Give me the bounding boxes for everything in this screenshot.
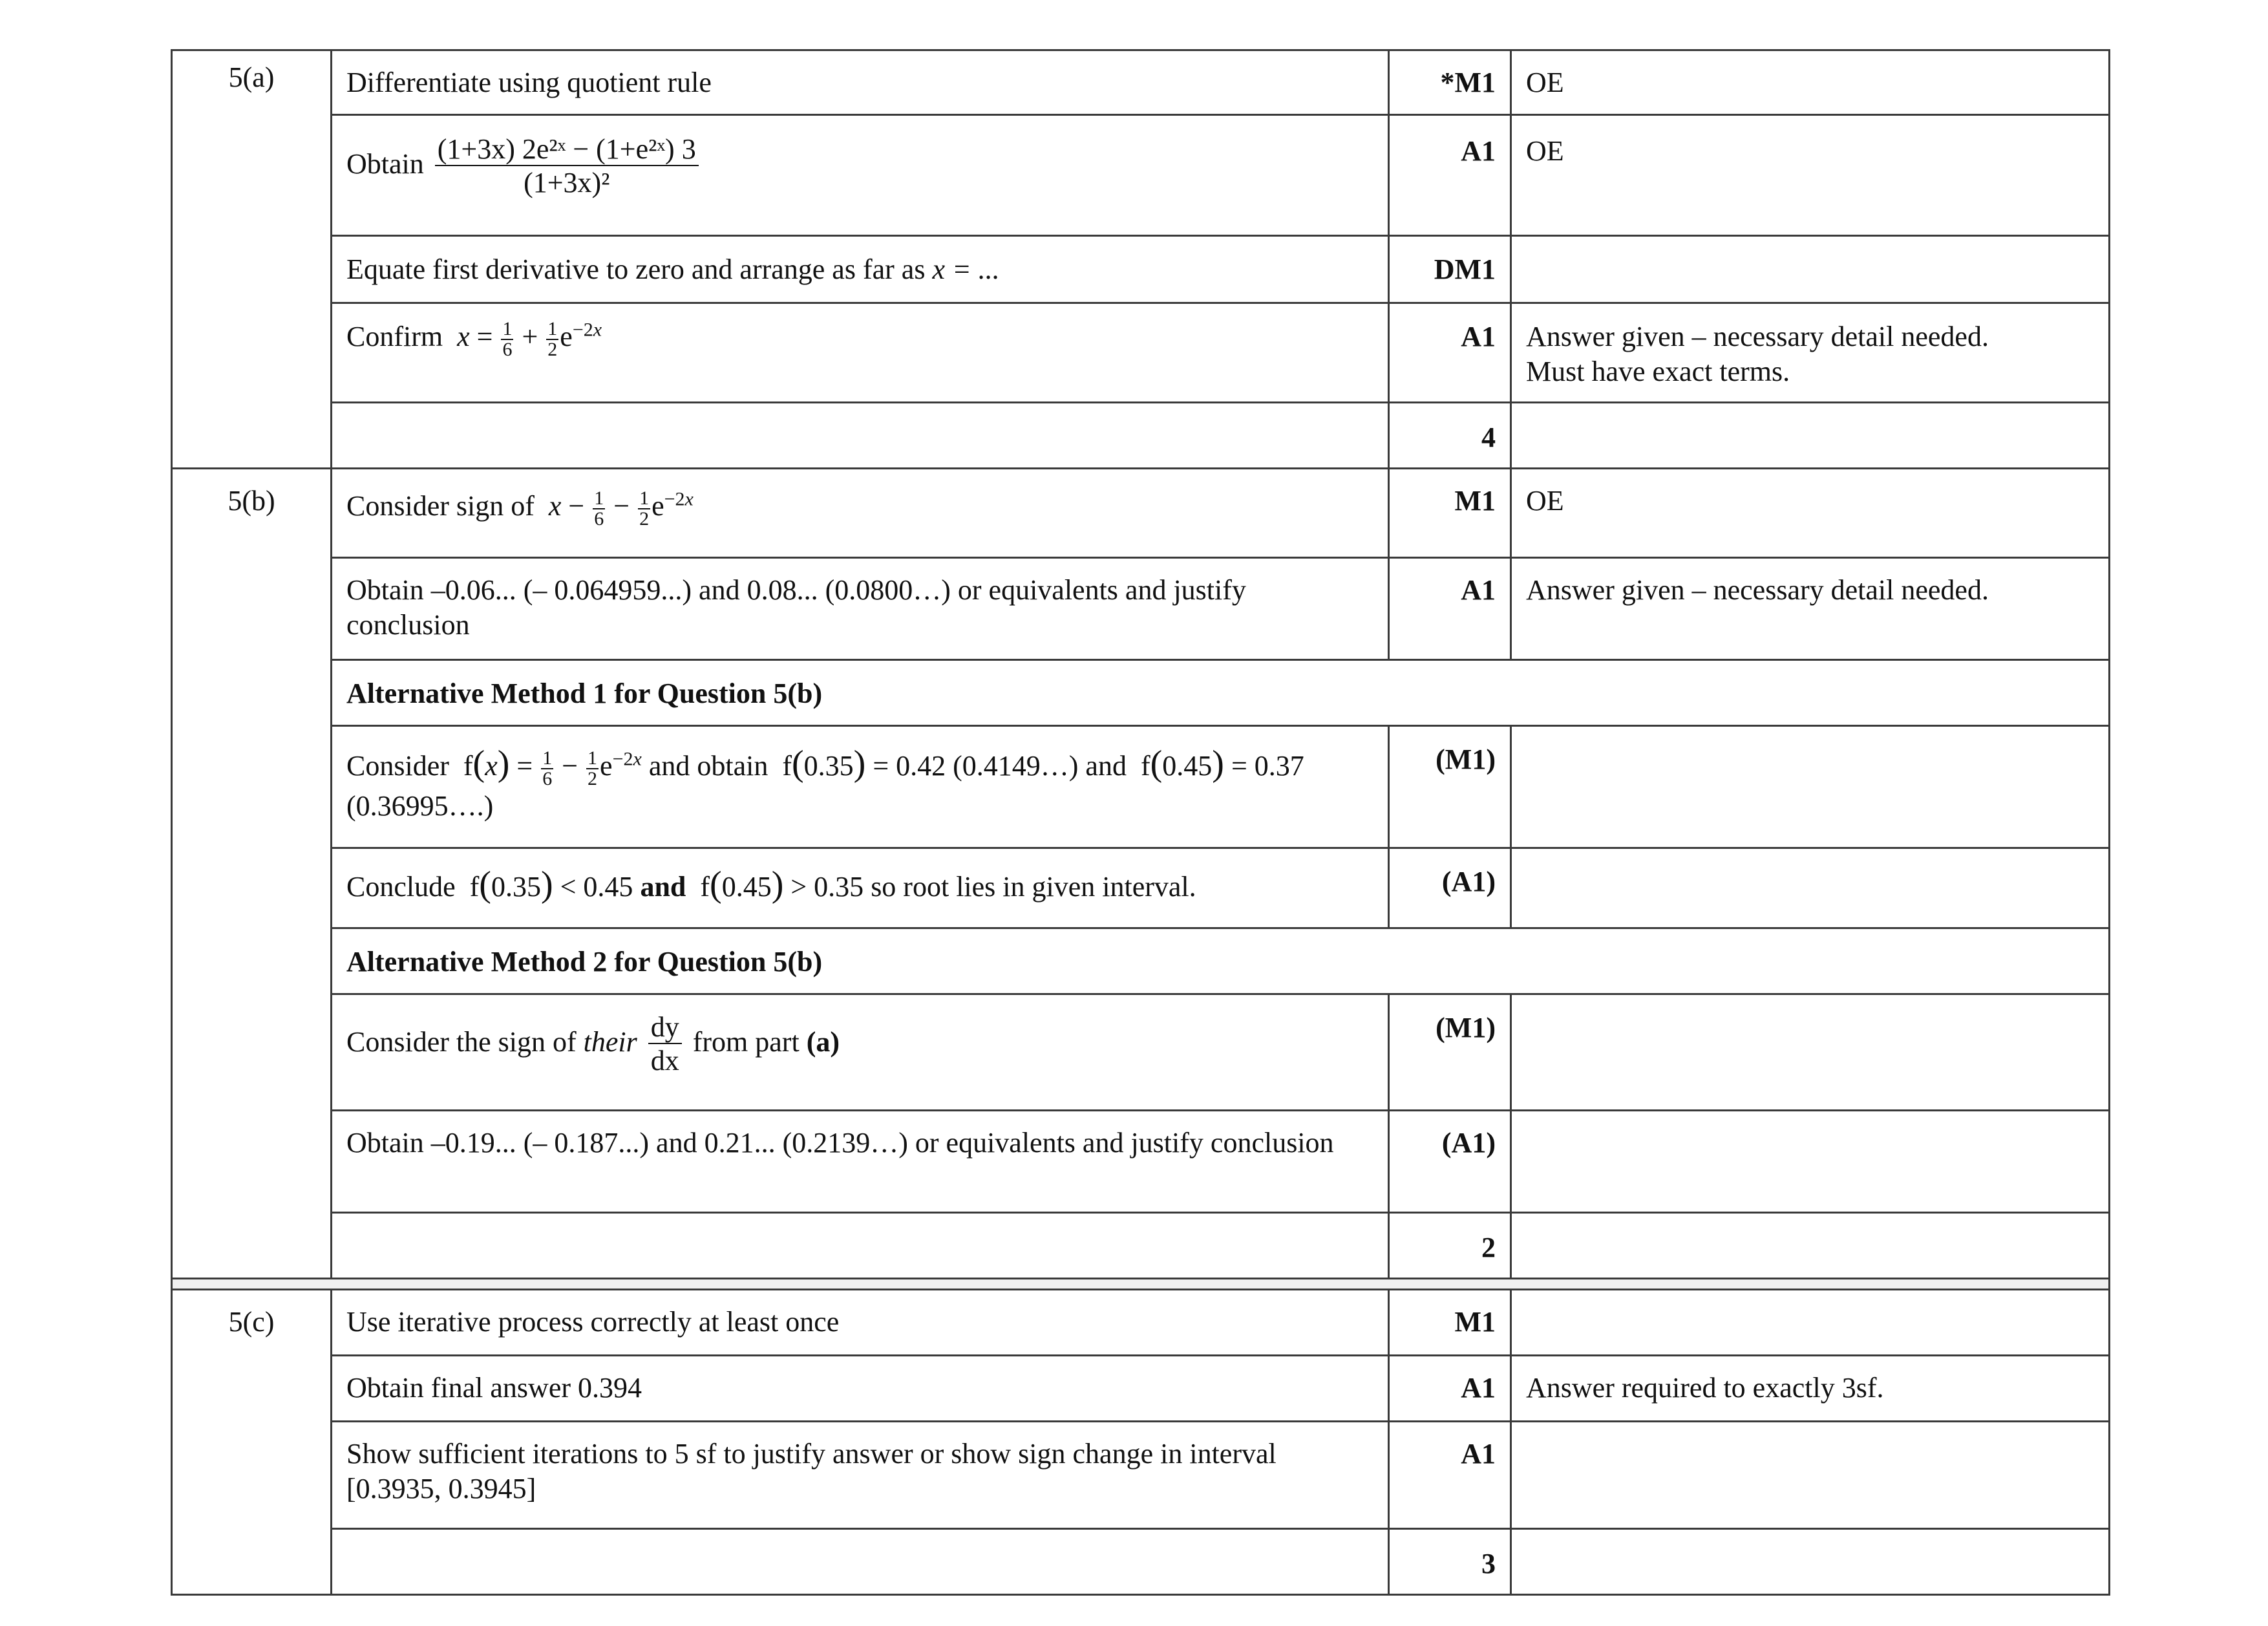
answer-cell: Obtain –0.06... (– 0.064959...) and 0.08... (0.0800…) or equivalents and justify conclusion bbox=[332, 558, 1389, 660]
answer-prefix: Consider sign of bbox=[346, 490, 535, 522]
guidance-cell bbox=[1511, 1111, 2110, 1213]
answer-text: Equate first derivative to zero and arrange as far as bbox=[346, 253, 926, 285]
guidance-line: Must have exact terms. bbox=[1526, 356, 1790, 387]
answer-cell: Obtain –0.19... (– 0.187...) and 0.21... (0.2139…) or equivalents and justify conclusion bbox=[332, 1111, 1389, 1213]
answer-cell bbox=[332, 403, 1389, 469]
table-row bbox=[172, 50, 2110, 115]
table-row bbox=[172, 558, 2110, 660]
table-row bbox=[172, 1356, 2110, 1422]
guidance-line: Answer given – necessary detail needed. bbox=[1526, 321, 1989, 352]
answer-cell bbox=[332, 469, 1389, 558]
mark-cell: A1 bbox=[1389, 115, 1511, 236]
guidance-cell bbox=[1511, 1290, 2110, 1356]
f-of-045: f(0.45) bbox=[1133, 743, 1224, 784]
fraction-numerator: dy bbox=[648, 1012, 682, 1044]
mark-cell: A1 bbox=[1389, 303, 1511, 403]
table-row bbox=[172, 1111, 2110, 1213]
question-number-5a: 5(a) bbox=[172, 50, 332, 469]
from-part-text: from part bbox=[692, 1026, 800, 1058]
mark-cell: *M1 bbox=[1389, 50, 1511, 115]
answer-math: x = ... bbox=[932, 253, 1000, 285]
answer-cell bbox=[332, 115, 1389, 236]
total-mark-cell: 2 bbox=[1389, 1213, 1511, 1279]
guidance-cell bbox=[1511, 236, 2110, 303]
answer-prefix: Obtain bbox=[346, 148, 424, 180]
table-row bbox=[172, 1422, 2110, 1529]
answer-cell: Use iterative process correctly at least once bbox=[332, 1290, 1389, 1356]
answer-prefix: Conclude bbox=[346, 871, 456, 903]
guidance-cell: OE bbox=[1511, 469, 2110, 558]
answer-cell bbox=[332, 236, 1389, 303]
table-row bbox=[172, 303, 2110, 403]
f-of-035: f(0.35) bbox=[775, 743, 866, 784]
answer-cell bbox=[332, 1213, 1389, 1279]
mark-cell: A1 bbox=[1389, 1422, 1511, 1529]
question-number-5c: 5(c) bbox=[172, 1290, 332, 1595]
answer-prefix: Consider the sign of bbox=[346, 1026, 577, 1058]
mark-cell: DM1 bbox=[1389, 236, 1511, 303]
and-word: and bbox=[640, 871, 686, 903]
guidance-cell bbox=[1511, 1422, 2110, 1529]
guidance-cell bbox=[1511, 994, 2110, 1111]
answer-cell: Obtain final answer 0.394 bbox=[332, 1356, 1389, 1422]
mark-scheme-table bbox=[171, 49, 2110, 1596]
mark-cell: M1 bbox=[1389, 1290, 1511, 1356]
answer-tail: so root lies in given interval. bbox=[871, 871, 1196, 903]
table-row bbox=[172, 236, 2110, 303]
table-row bbox=[172, 928, 2110, 994]
guidance-cell bbox=[1511, 848, 2110, 928]
mark-cell: (M1) bbox=[1389, 994, 1511, 1111]
mark-cell: (A1) bbox=[1389, 1111, 1511, 1213]
answer-cell: Differentiate using quotient rule bbox=[332, 50, 1389, 115]
function-definition: f(x) = $\frac{1}{6}$ − $\frac{1}{2}$ $e^{-2x}$ bbox=[456, 743, 642, 789]
value-1: = 0.42 (0.4149…) and bbox=[873, 750, 1127, 782]
guidance-cell: Answer given – necessary detail needed. bbox=[1511, 558, 2110, 660]
alternative-method-heading: Alternative Method 2 for Question 5(b) bbox=[332, 928, 2110, 994]
guidance-cell bbox=[1511, 403, 2110, 469]
table-row bbox=[172, 403, 2110, 469]
answer-cell bbox=[332, 303, 1389, 403]
guidance-cell bbox=[1511, 1213, 2110, 1279]
mark-cell: A1 bbox=[1389, 1356, 1511, 1422]
answer-cell bbox=[332, 994, 1389, 1111]
fraction-numerator: (1+3x) 2e²ˣ − (1+e²ˣ) 3 bbox=[435, 134, 699, 166]
condition-1: < 0.45 bbox=[560, 871, 633, 903]
guidance-cell: Answer required to exactly 3sf. bbox=[1511, 1356, 2110, 1422]
answer-tail: (0.36995….) bbox=[346, 789, 494, 822]
answer-cell bbox=[332, 726, 1389, 848]
table-row bbox=[172, 726, 2110, 848]
mark-scheme-sheet bbox=[171, 49, 2108, 1596]
mark-cell: A1 bbox=[1389, 558, 1511, 660]
guidance-cell bbox=[1511, 1529, 2110, 1595]
alternative-method-heading: Alternative Method 1 for Question 5(b) bbox=[332, 660, 2110, 726]
sign-expression: x − $\frac{1}{6}$ − $\frac{1}{2}$ $e^{-2x}$ bbox=[548, 487, 694, 530]
quotient-fraction bbox=[435, 134, 699, 200]
mark-cell: M1 bbox=[1389, 469, 1511, 558]
fraction-denominator: (1+3x)² bbox=[524, 167, 610, 198]
total-mark-cell: 3 bbox=[1389, 1529, 1511, 1595]
answer-prefix: Consider bbox=[346, 750, 449, 782]
table-row bbox=[172, 1529, 2110, 1595]
f-of-035: f(0.35) bbox=[462, 864, 553, 904]
guidance-cell: OE bbox=[1511, 50, 2110, 115]
question-number-5b: 5(b) bbox=[172, 469, 332, 1279]
total-mark-cell: 4 bbox=[1389, 403, 1511, 469]
confirm-equation: x = $\frac{1}{6}$ + $\frac{1}{2}$ $e^{-2x}$ bbox=[457, 318, 602, 360]
table-row bbox=[172, 848, 2110, 928]
value-2: = 0.37 bbox=[1231, 750, 1304, 782]
table-row bbox=[172, 1290, 2110, 1356]
table-row bbox=[172, 660, 2110, 726]
part-reference: (a) bbox=[806, 1026, 840, 1058]
mark-cell: (A1) bbox=[1389, 848, 1511, 928]
section-separator bbox=[172, 1279, 2110, 1290]
answer-prefix: Confirm bbox=[346, 321, 443, 353]
answer-cell bbox=[332, 1529, 1389, 1595]
mark-cell: (M1) bbox=[1389, 726, 1511, 848]
guidance-cell bbox=[1511, 303, 2110, 403]
guidance-cell bbox=[1511, 726, 2110, 848]
condition-2: > 0.35 bbox=[790, 871, 864, 903]
answer-cell bbox=[332, 848, 1389, 928]
answer-mid: and obtain bbox=[648, 750, 768, 782]
table-row bbox=[172, 994, 2110, 1111]
answer-cell: Show sufficient iterations to 5 sf to justify answer or show sign change in interval [0.3935, 0.3945] bbox=[332, 1422, 1389, 1529]
table-row bbox=[172, 469, 2110, 558]
table-row bbox=[172, 115, 2110, 236]
f-of-045: f(0.45) bbox=[693, 864, 784, 904]
their-word: their bbox=[583, 1026, 637, 1058]
table-row bbox=[172, 1213, 2110, 1279]
fraction-denominator: dx bbox=[650, 1045, 679, 1076]
derivative-fraction bbox=[648, 1012, 682, 1078]
guidance-cell: OE bbox=[1511, 115, 2110, 236]
